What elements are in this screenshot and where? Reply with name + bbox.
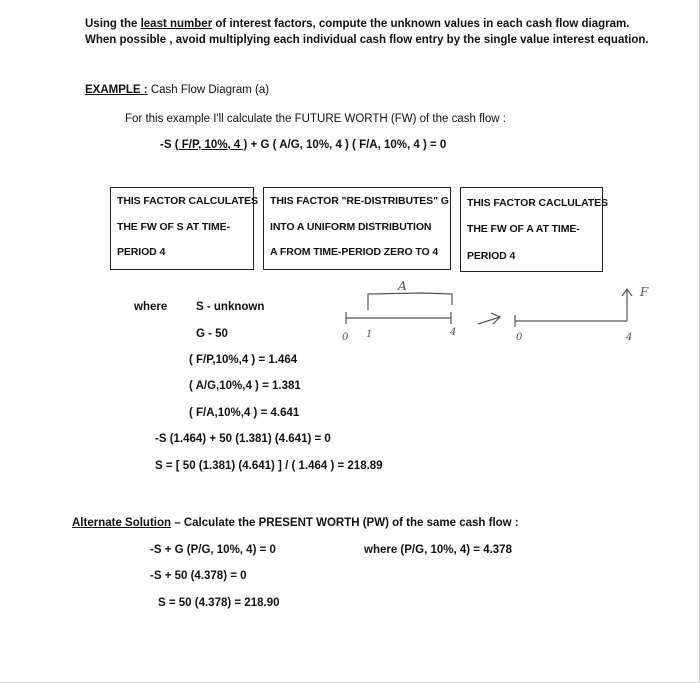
alternate-heading-text: – Calculate the PRESENT WORTH (PW) of the same cash flow :: [171, 517, 519, 529]
instructions-line-1: Using the least number of interest factors, compute the unknown values in each cash flow diagram.: [85, 18, 630, 30]
alternate-eq-2: -S + 50 (4.378) = 0: [150, 570, 247, 582]
tick-1-first: 1: [366, 329, 373, 340]
label-F: F: [640, 285, 649, 299]
tick-4-second: 4: [626, 332, 633, 343]
tick-4-first: 4: [450, 327, 457, 338]
alternate-heading: [72, 516, 519, 530]
transform-arrow-icon: [478, 313, 500, 324]
fa-factor-box: THIS FACTOR CACLULATES THE FW OF A AT TIME- PERIOD 4: [460, 187, 603, 272]
given-g: G - 50: [196, 328, 228, 340]
given-fp-factor: ( F/P,10%,4 ) = 1.464: [189, 354, 298, 366]
example-title: Cash Flow Diagram (a): [147, 84, 270, 96]
alternate-eq-3: S = 50 (4.378) = 218.90: [158, 597, 280, 609]
given-ag-factor: ( A/G,10%,4 ) = 1.381: [189, 380, 301, 392]
instructions-line-2: When possible , avoid multiplying each individual cash flow entry by the single value interest equation.: [85, 34, 649, 46]
where-label: where: [134, 301, 168, 313]
example-intro: For this example I'll calculate the FUTURE WORTH (FW) of the cash flow :: [125, 113, 506, 125]
tick-0-second: 0: [516, 332, 523, 343]
given-s: S - unknown: [196, 301, 265, 313]
fp-factor-box: THIS FACTOR CALCULATES THE FW OF S AT TIME- PERIOD 4: [110, 187, 254, 270]
alternate-where: where (P/G, 10%, 4) = 4.378: [364, 544, 512, 556]
example-equation: -S ( F/P, 10%, 4 ) + G ( A/G, 10%, 4 ) ( F/A, 10%, 4 ) = 0: [160, 139, 447, 151]
least-number-emphasis: least number: [140, 18, 213, 30]
ag-factor-box: THIS FACTOR "RE-DISTRIBUTES" G INTO A UNIFORM DISTRIBUTION A FROM TIME-PERIOD ZERO TO 4: [263, 187, 451, 270]
tick-0-first: 0: [342, 332, 349, 343]
label-A: A: [398, 279, 407, 293]
alternate-label: Alternate Solution: [72, 517, 172, 529]
alternate-eq-1: -S + G (P/G, 10%, 4) = 0: [150, 544, 276, 556]
example-label: EXAMPLE :: [85, 84, 148, 96]
future-worth-diagram: [515, 289, 632, 327]
given-fa-factor: ( F/A,10%,4 ) = 4.641: [189, 407, 300, 419]
solution-step-1: -S (1.464) + 50 (1.381) (4.641) = 0: [155, 433, 331, 445]
gradient-diagram: [346, 293, 452, 324]
solution-step-2: S = [ 50 (1.381) (4.641) ] / ( 1.464 ) = 218.89: [155, 460, 383, 472]
